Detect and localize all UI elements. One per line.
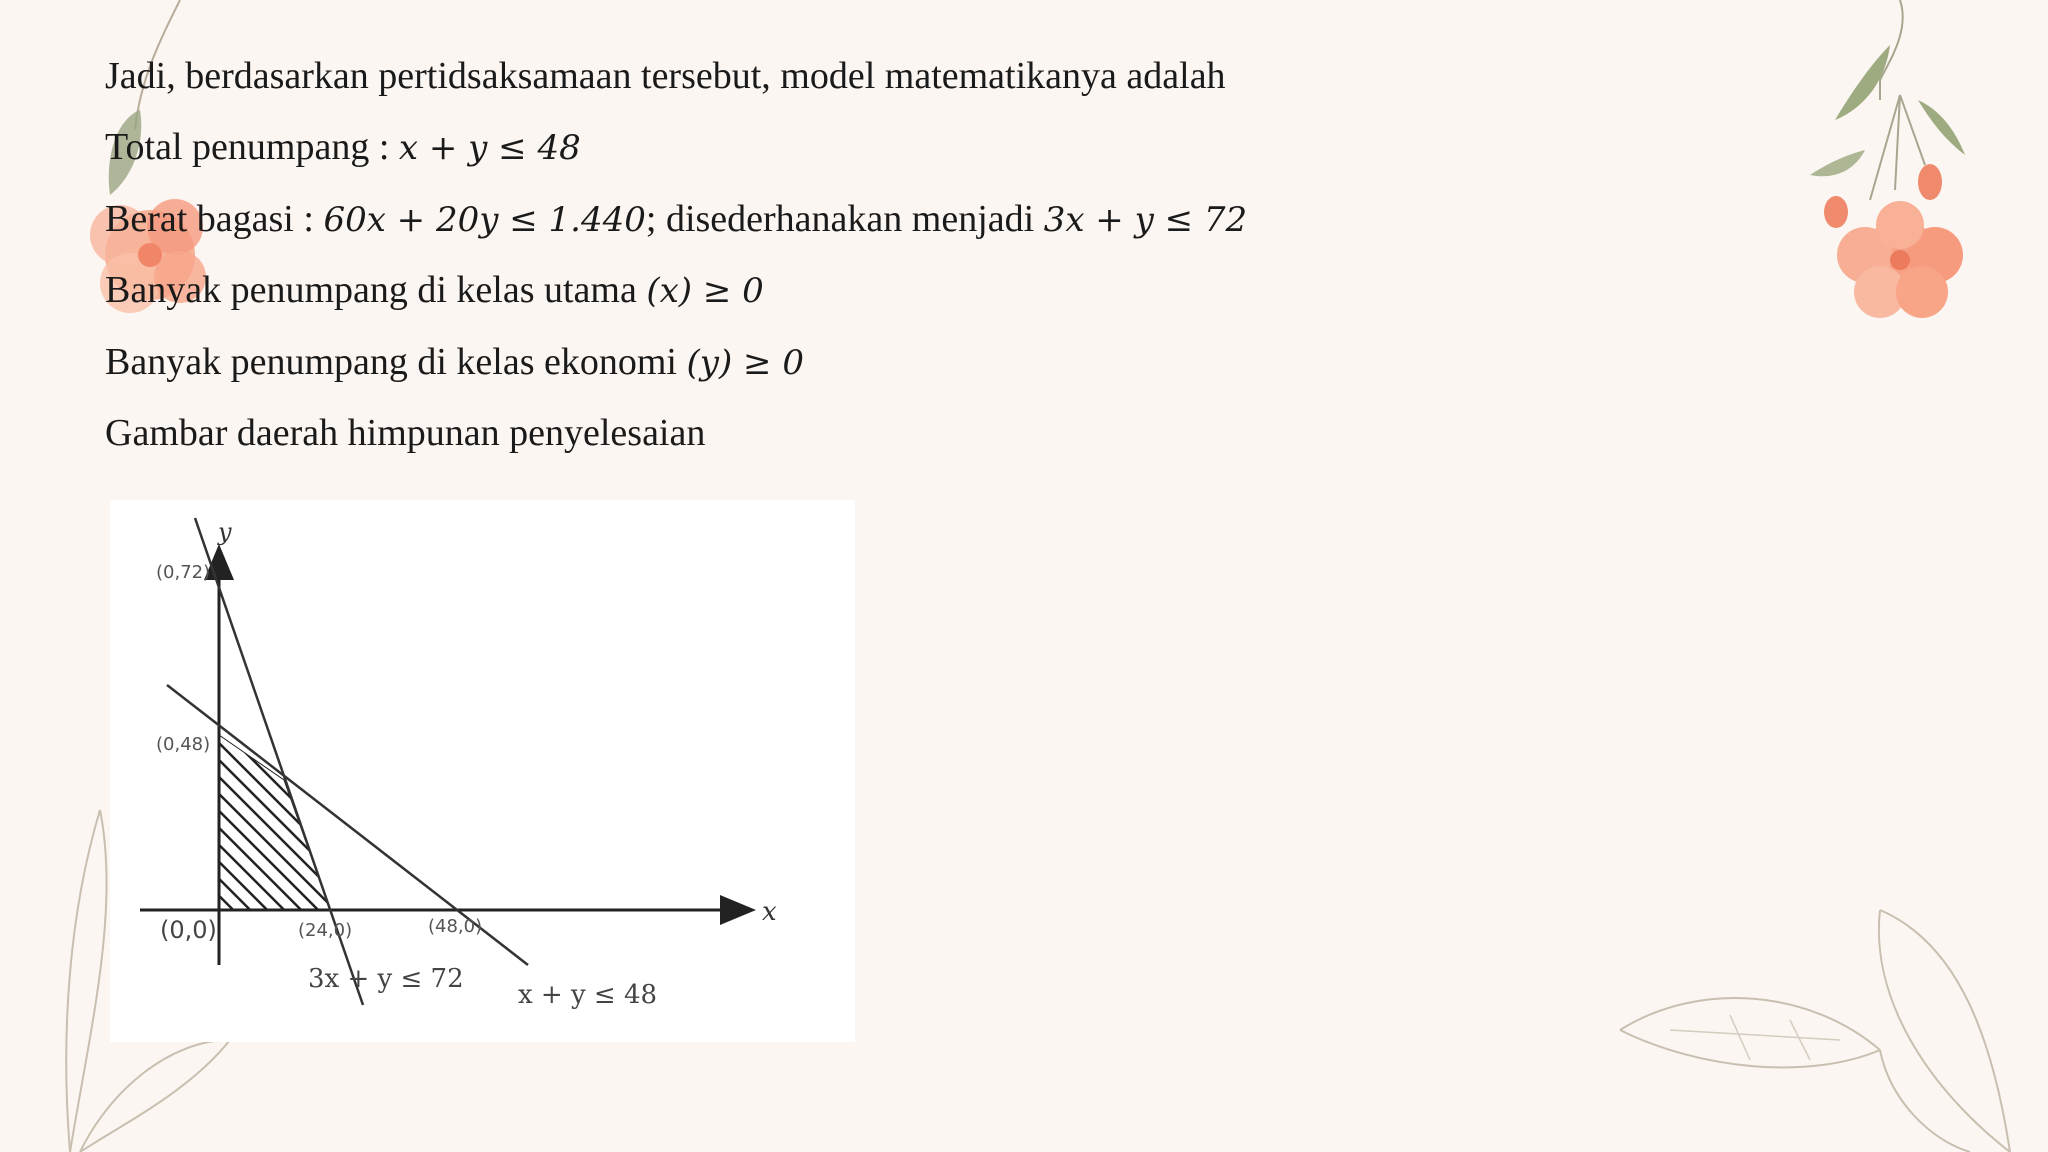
feasible-region-graph [110, 500, 855, 1042]
total-penumpang-label: Total penumpang : [105, 126, 399, 168]
kelas-utama-label: Banyak penumpang di kelas utama [105, 269, 647, 311]
floral-decoration-top-right [1800, 0, 2000, 340]
point-label-0-48: (0,48) [156, 734, 211, 755]
text-line-intro [105, 52, 1226, 100]
simplified-text: ; disederhanakan menjadi [645, 198, 1044, 240]
text-line-gambar [105, 409, 705, 457]
total-penumpang-inequality: x + y ≤ 48 [398, 128, 581, 168]
x-axis-label: x [762, 897, 777, 927]
berat-bagasi-inequality: 60x + 20y ≤ 1.440 [323, 200, 646, 240]
text-line-berat-bagasi [105, 195, 1247, 244]
simplified-inequality: 3x + y ≤ 72 [1043, 200, 1248, 240]
point-label-0-72: (0,72) [156, 562, 211, 583]
kelas-ekonomi-inequality: (y) ≥ 0 [686, 343, 804, 383]
y-axis-label: y [218, 518, 232, 546]
text-line-kelas-ekonomi [105, 338, 804, 387]
intro-text: Jadi, berdasarkan pertidsaksamaan tersebut, model matematikanya adalah [105, 55, 1226, 97]
point-label-24-0: (24,0) [298, 920, 353, 941]
constraint-label-3x-y-72: 3x + y ≤ 72 [308, 964, 464, 994]
berat-bagasi-label: Berat bagasi : [105, 198, 324, 240]
gambar-text: Gambar daerah himpunan penyelesaian [105, 412, 706, 454]
text-line-kelas-utama [105, 266, 764, 315]
text-line-total-penumpang [105, 123, 581, 172]
graph-svg [110, 500, 855, 1042]
kelas-utama-inequality: (x) ≥ 0 [646, 271, 764, 311]
constraint-label-x-y-48: x + y ≤ 48 [518, 980, 658, 1010]
kelas-ekonomi-label: Banyak penumpang di kelas ekonomi [105, 341, 687, 383]
feasible-region [219, 735, 330, 910]
point-label-0-0: (0,0) [160, 916, 217, 944]
leaf-decoration-bottom-right [1610, 900, 2048, 1152]
point-label-48-0: (48,0) [428, 916, 483, 937]
